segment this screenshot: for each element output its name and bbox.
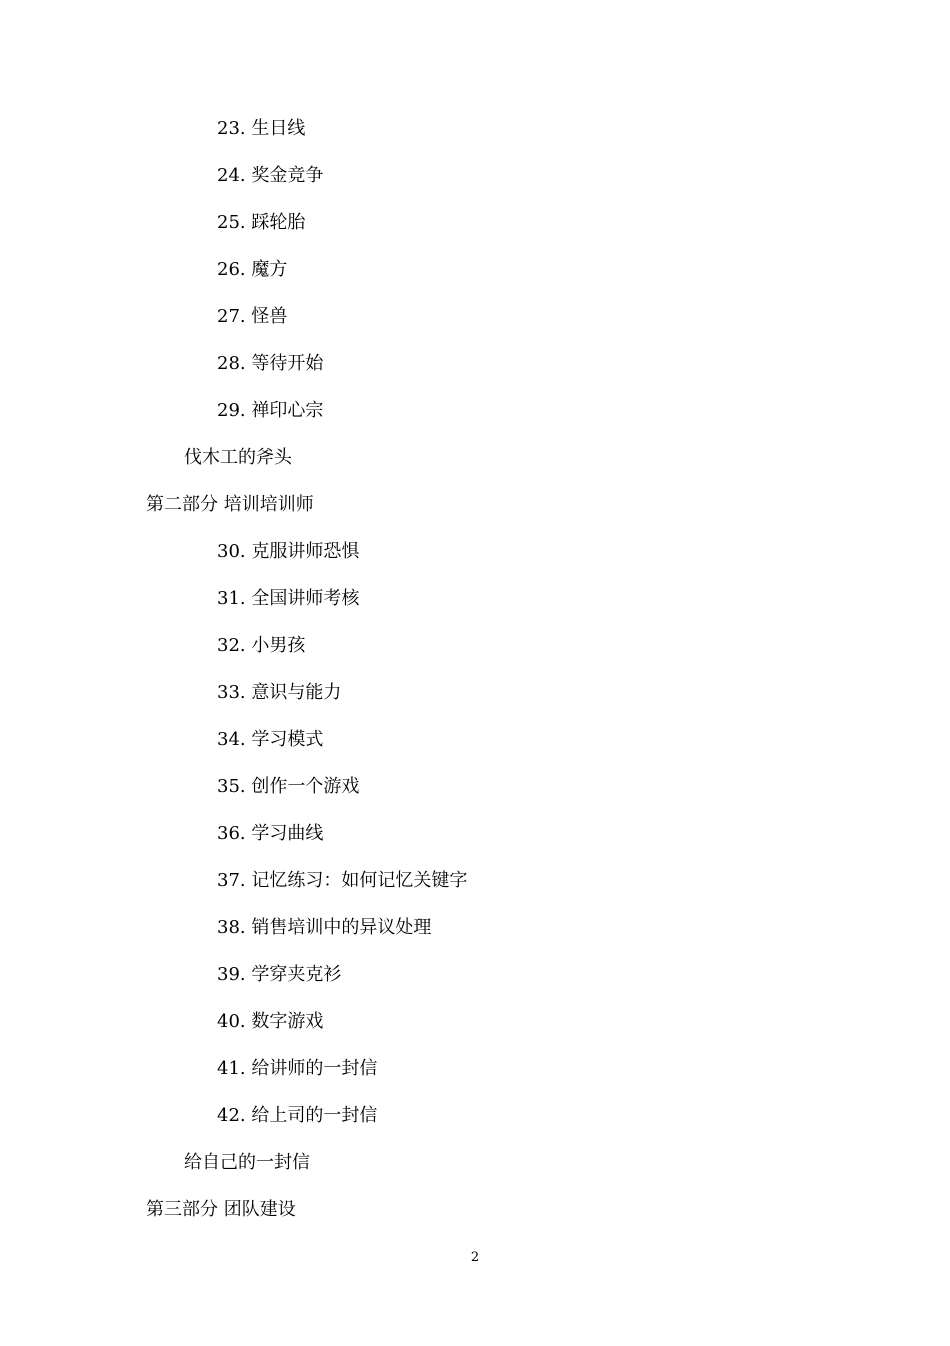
toc-item: 30. 克服讲师恐惧: [217, 541, 360, 562]
toc-item: 38. 销售培训中的异议处理: [217, 917, 432, 938]
toc-item: 33. 意识与能力: [217, 682, 342, 703]
toc-item: 32. 小男孩: [217, 635, 306, 656]
toc-item: 24. 奖金竞争: [217, 165, 324, 186]
toc-item: 39. 学穿夹克衫: [217, 964, 342, 985]
page-number: 2: [470, 1250, 480, 1265]
toc-part-heading: 第二部分 培训培训师: [146, 494, 314, 515]
toc-story-heading: 伐木工的斧头: [184, 447, 292, 468]
toc-item: 25. 踩轮胎: [217, 212, 306, 233]
toc-item: 26. 魔方: [217, 259, 288, 280]
toc-item: 37. 记忆练习：如何记忆关键字: [217, 870, 468, 891]
toc-item: 34. 学习模式: [217, 729, 324, 750]
toc-item: 28. 等待开始: [217, 353, 324, 374]
toc-item: 23. 生日线: [217, 118, 306, 139]
toc-item: 36. 学习曲线: [217, 823, 324, 844]
toc-item: 31. 全国讲师考核: [217, 588, 360, 609]
toc-item: 35. 创作一个游戏: [217, 776, 360, 797]
toc-item: 40. 数字游戏: [217, 1011, 324, 1032]
toc-item: 29. 禅印心宗: [217, 400, 324, 421]
toc-item: 27. 怪兽: [217, 306, 288, 327]
toc-item: 41. 给讲师的一封信: [217, 1058, 378, 1079]
toc-part-heading: 第三部分 团队建设: [146, 1199, 296, 1220]
toc-story-heading: 给自己的一封信: [184, 1152, 310, 1173]
toc-item: 42. 给上司的一封信: [217, 1105, 378, 1126]
